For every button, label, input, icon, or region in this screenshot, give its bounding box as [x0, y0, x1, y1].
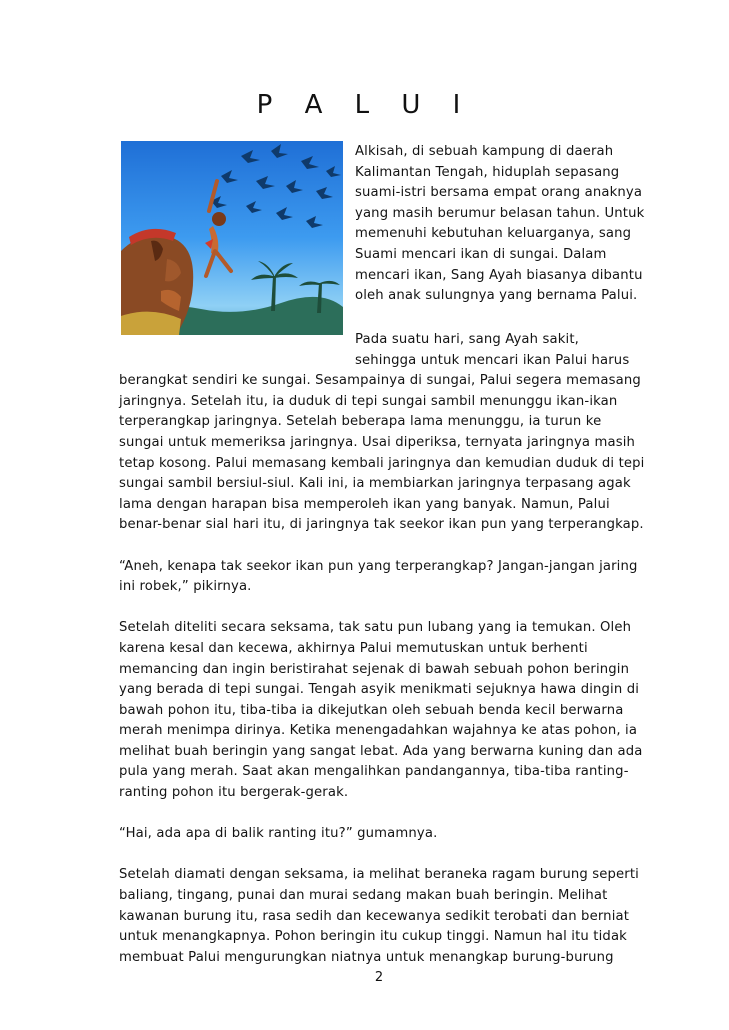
story-title: P A L U I	[256, 90, 473, 120]
side-paragraph: Alkisah, di sebuah kampung di daerah Kalimantan Tengah, hiduplah sepasang suami-istri bersama empat orang anaknya yang masih berumur belasan tahun. Untuk memenuhi kebutuhan keluarganya, sang Suami mencari ikan di sungai. Dalam mencari ikan, Sang Ayah biasanya dibantu oleh anak sulungnya yang bernama Palui.	[355, 144, 645, 304]
paragraph: “Aneh, kenapa tak seekor ikan pun yang terperangkap? Jangan-jangan jaring ini robek,” pikirnya.	[119, 558, 638, 595]
side-paragraph-block	[355, 142, 655, 307]
boy-catching-birds-illustration	[121, 141, 343, 335]
paragraph: “Hai, ada apa di balik ranting itu?” gumamnya.	[119, 826, 438, 842]
paragraph: Setelah diamati dengan seksama, ia melihat beraneka ragam burung seperti baliang, tingang, punai dan murai sedang makan buah beringin. Melihat kawanan burung itu, rasa sedih dan kecewanya sedikit terobati dan berniat untuk menangkapnya. Pohon beringin itu cukup tinggi. Namun hal itu tidak membuat Palui mengurungkan niatnya untuk menangkap burung-burung	[119, 867, 639, 965]
wrap-intro-line: Pada suatu hari, sang Ayah sakit,	[355, 332, 580, 347]
paragraph: berangkat sendiri ke sungai. Sesampainya di sungai, Palui segera memasang jaringnya. Setelah itu, ia duduk di tepi sungai sambil menunggu ikan-ikan terperangkap jaringnya. Setelah beberapa lama menunggu, ia turun ke sungai untuk memeriksa jaringnya. Usai diperiksa, ternyata jaringnya masih tetap kosong. Palui memasang kembali jaringnya dan kemudian duduk di tepi sungai sambil bersiul-siul. Kali ini, ia membiarkan jaringnya terpasang agak lama dengan harapan bisa memperoleh ikan yang banyak. Namun, Palui benar-benar sial hari itu, di jaringnya tak seekor ikan pun yang terperangkap.	[119, 373, 645, 533]
paragraph: Setelah diteliti secara seksama, tak satu pun lubang yang ia temukan. Oleh karena kesal dan kecewa, akhirnya Palui memutuskan untuk berhenti memancing dan ingin beristirahat sejenak di bawah sebuah pohon beringin yang berada di tepi sungai. Tengah asyik menikmati sejuknya hawa dingin di bawah pohon itu, tiba-tiba ia dikejutkan oleh sebuah benda kecil berwarna merah menimpa dirinya. Ketika menengadahkan wajahnya ke atas pohon, ia melihat buah beringin yang sangat lebat. Ada yang berwarna kuning dan ada pula yang merah. Saat akan mengalihkan pandangannya, tiba-tiba ranting-ranting pohon itu bergerak-gerak.	[119, 620, 643, 801]
main-text-block	[119, 330, 649, 968]
wrap-intro-line: sehingga untuk mencari ikan Palui harus	[355, 352, 630, 368]
illustration-icon	[121, 141, 343, 335]
page-number: 2	[374, 970, 384, 985]
